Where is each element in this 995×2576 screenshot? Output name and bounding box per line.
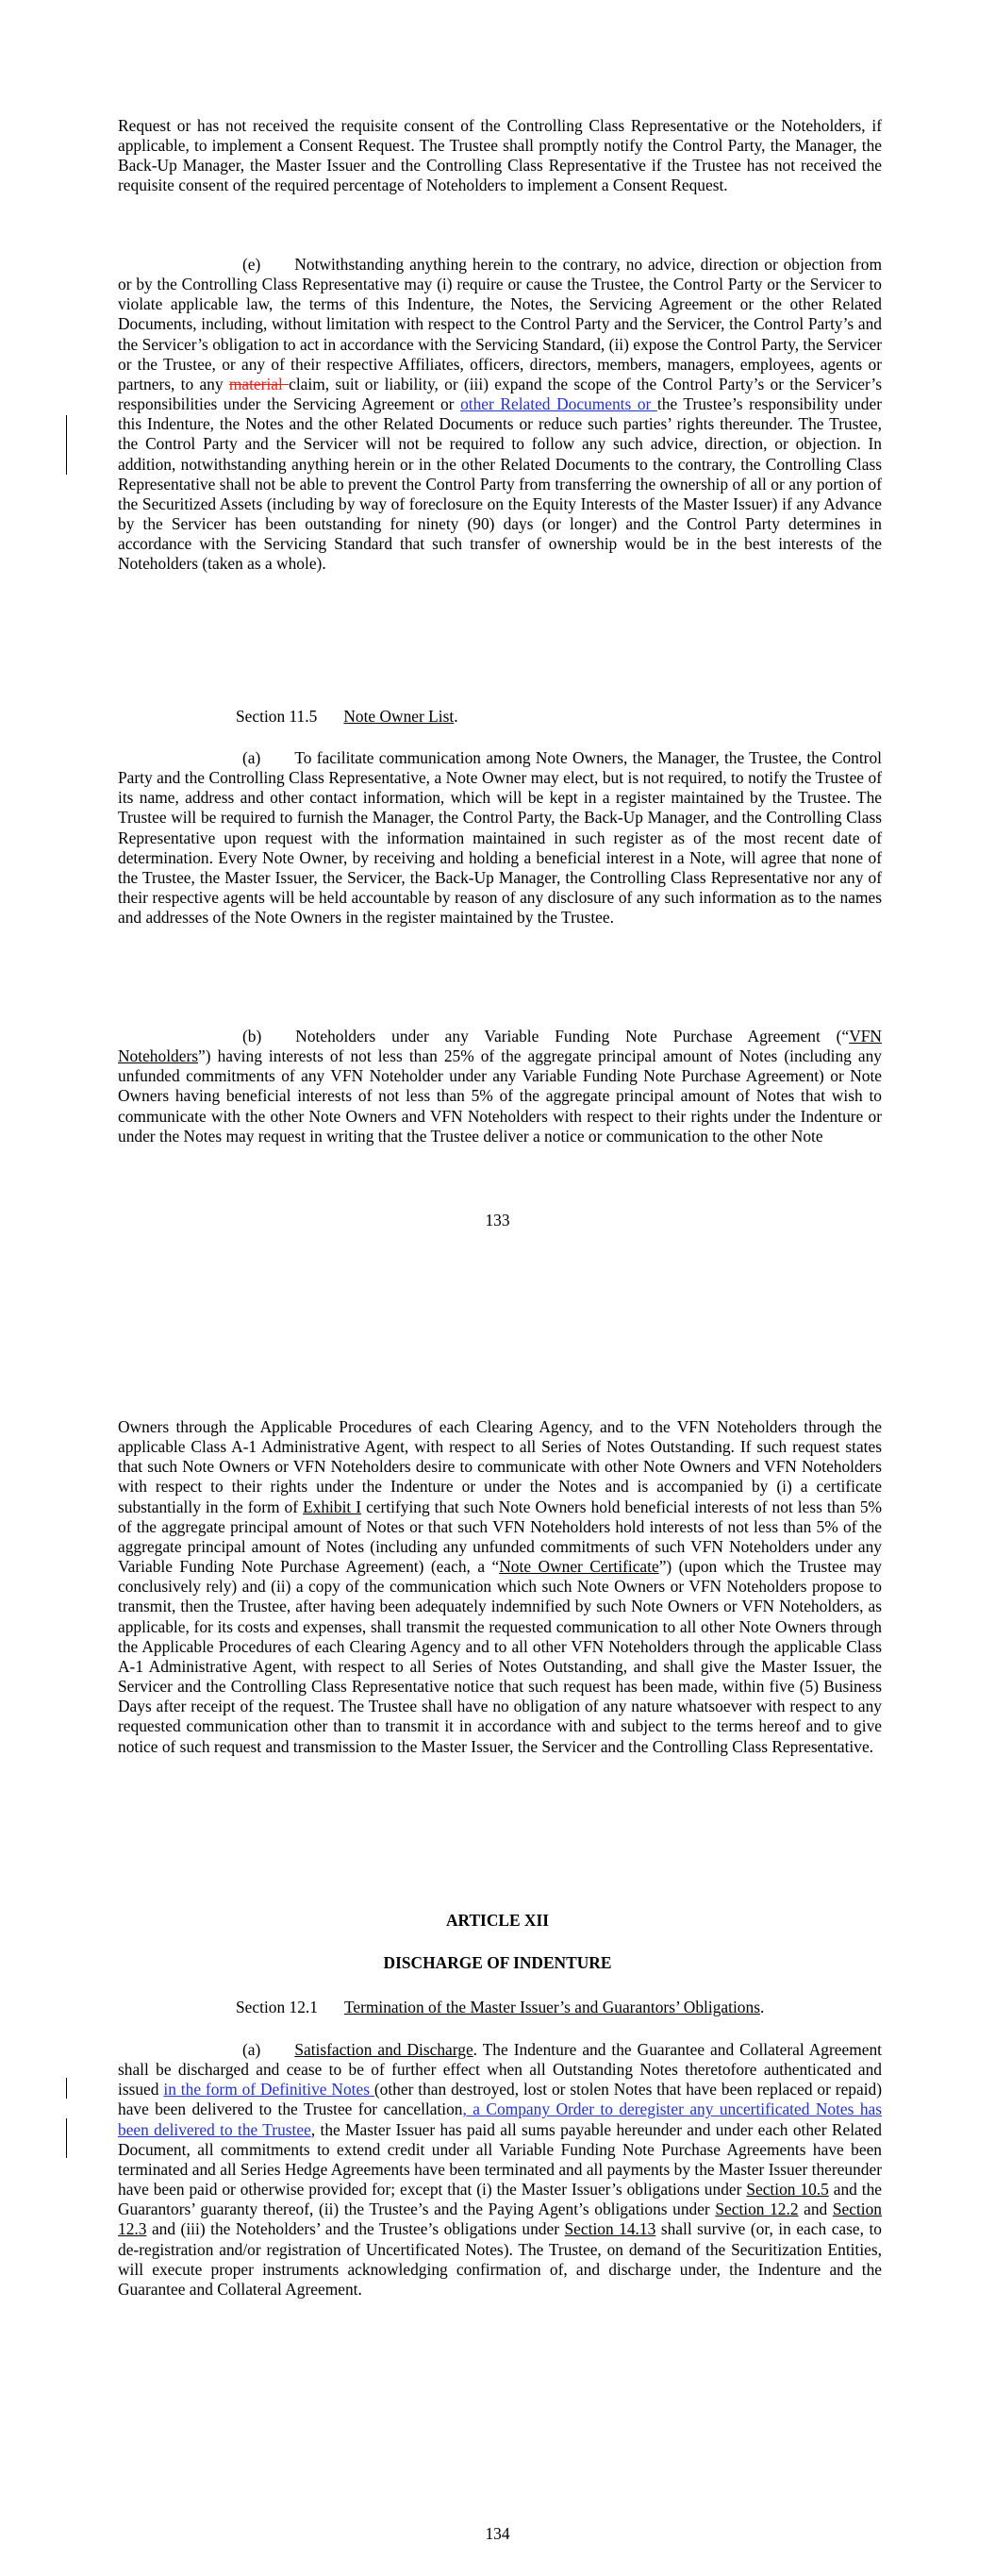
paragraph-consent-request: Request or has not received the requisite consent of the Controlling Class Representative or the Noteholders, if applicable, to implement a Consent Request. The Trustee shall promptly notify the Control Party, the Manager, the Back-Up Manager, the Master Issuer and the Controlling Class Representative if the Trustee has not received the requisite consent of the required percentage of Noteholders to implement a Consent Request. (118, 116, 882, 195)
change-bar (66, 2078, 67, 2099)
article-subtitle: DISCHARGE OF INDENTURE (383, 1953, 612, 1972)
paragraph-11-5-b-continued: Owners through the Applicable Procedures of each Clearing Agency, and to the VFN Noteholders through the applicable Class A-1 Administrative Agent, with respect to all Series of Notes Outstanding. If such request states that such Note Owners or VFN Noteholders desire to communicate with other Note Owners and VFN Noteholders with respect to their rights under the Indenture or under the Notes and is accompanied by (i) a certificate substantially in the form of Exhibit I certifying that such Note Owners hold beneficial interests of not less than 5% of the aggregate principal amount of Notes or that such VFN Noteholders hold interests of not less than 5% of the aggregate principal amount of Notes (including any unfunded commitments of such VFN Noteholders under any Variable Funding Note Purchase Agreement) (each, a “Note Owner Certificate”) (upon which the Trustee may conclusively rely) and (ii) a copy of the communication which such Note Owners or VFN Noteholders propose to transmit, then the Trustee, after having been adequately indemnified by such Note Owners or VFN Noteholders, as applicable, for its costs and expenses, shall transmit the requested communication to all other Note Owners through the Applicable Procedures of each Clearing Agency and to all other VFN Noteholders through the applicable Class A-1 Administrative Agent, with respect to all Series of Notes Outstanding, and shall give the Master Issuer, the Servicer and the Controlling Class Representative notice that such request has been made, within five (5) Business Days after receipt of the request. The Trustee shall have no obligation of any nature whatsoever with respect to any requested communication other than to transmit it in accordance with and subject to the terms hereof and to give notice of such request and transmission to the Master Issuer, the Servicer and the Controlling Class Representative. (118, 1417, 883, 1756)
inserted-text: , a Company Order to deregister any uncertificated Notes has been delivered to the Trustee (118, 2099, 882, 2139)
section-heading-11-5: Section 11.5 Note Owner List. (236, 707, 458, 726)
subheading: Satisfaction and Discharge (294, 2040, 473, 2059)
deleted-text: material (228, 374, 290, 393)
paragraph-label: (a) (242, 748, 261, 767)
defined-term: VFN Noteholders (118, 1027, 882, 1066)
defined-term: Note Owner Certificate (499, 1557, 659, 1577)
section-reference: Section 12.2 (715, 2200, 799, 2219)
section-title: Termination of the Master Issuer’s and Guarantors’ Obligations (343, 1998, 760, 2016)
change-bar (66, 415, 67, 475)
section-title: Note Owner List (343, 707, 455, 726)
section-reference: Section 14.13 (564, 2219, 656, 2239)
paragraph-11-5-b: (b) Noteholders under any Variable Funding Note Purchase Agreement (“VFN Noteholders”) having interests of not less than 25% of the aggregate principal amount of Notes (including any unfunded commitments of any VFN Noteholder under any Variable Funding Note Purchase Agreement) or Note Owners having beneficial interests of not less than 5% of the aggregate principal amount of Notes that wish to communicate with the other Note Owners and VFN Noteholders with respect to their rights under the Indenture or under the Notes may request in writing that the Trustee deliver a notice or communication to the other Note (118, 1027, 882, 1146)
page-134 (0, 1269, 995, 2576)
paragraph-11-4-e: (e) Notwithstanding anything herein to the contrary, no advice, direction or objection from or by the Controlling Class Representative may (i) require or cause the Trustee, the Control Party or the Servicer to violate applicable law, the terms of this Indenture, the Notes, the Servicing Agreement or the other Related Documents, including, without limitation with respect to the Control Party and the Servicer, the Control Party’s and the Servicer’s obligation to act in accordance with the Servicing Standard, (ii) expose the Control Party, the Servicer or the Trustee, or any of their respective Affiliates, officers, directors, members, managers, employees, agents or partners, to any material claim, suit or liability, or (iii) expand the scope of the Control Party’s or the Servicer’s responsibilities under the Servicing Agreement or other Related Documents or the Trustee’s responsibility under this Indenture, the Notes and the other Related Documents or reduce such parties’ rights thereunder. The Trustee, the Control Party and the Servicer will not be required to follow any such advice, direction, or objection. In addition, notwithstanding anything herein or in the other Related Documents to the contrary, the Controlling Class Representative shall not be able to prevent the Control Party from transferring the ownership of all or any portion of the Securitized Assets (including by way of foreclosure on the Equity Interests of the Master Issuer) if any Advance by the Servicer has been outstanding for ninety (90) days (or longer) and the Control Party determines in accordance with the Servicing Standard that such transfer of ownership would be in the best interests of the Noteholders (taken as a whole). (118, 255, 883, 574)
inserted-text: in the form of Definitive Notes (163, 2080, 374, 2099)
section-heading-12-1: Section 12.1 Termination of the Master Issuer’s and Guarantors’ Obligations. (236, 1998, 765, 2016)
paragraph-label: (e) (242, 255, 261, 274)
article-title: ARTICLE XII (445, 1911, 550, 1930)
change-bar (66, 2118, 67, 2158)
page-number: 133 (485, 1211, 510, 1229)
section-reference: Section 12.3 (118, 2200, 882, 2239)
page-133 (0, 0, 995, 1269)
paragraph-label: (a) (242, 2040, 261, 2059)
paragraph-12-1-a: (a) Satisfaction and Discharge. The Indenture and the Guarantee and Collateral Agreement shall be discharged and cease to be of further effect when all Outstanding Notes theretofore authenticated and issued in the form of Definitive Notes (other than destroyed, lost or stolen Notes that have been replaced or repaid) have been delivered to the Trustee for cancellation, a Company Order to deregister any uncertificated Notes has been delivered to the Trustee, the Master Issuer has paid all sums payable hereunder and under each other Related Document, all commitments to extend credit under all Variable Funding Note Purchase Agreements have been terminated and all Series Hedge Agreements have been terminated and all payments by the Master Issuer thereunder have been paid or otherwise provided for; except that (i) the Master Issuer’s obligations under Section 10.5 and the Guarantors’ guaranty thereof, (ii) the Trustee’s and the Paying Agent’s obligations under Section 12.2 and Section 12.3 and (iii) the Noteholders’ and the Trustee’s obligations under Section 14.13 shall survive (or, in each case, to de-registration and/or registration of Uncertificated Notes). The Trustee, on demand of the Securitization Entities, will execute proper instruments acknowledging confirmation of, and discharge under, the Indenture and the Guarantee and Collateral Agreement. (118, 2040, 883, 2299)
paragraph-11-5-a: (a) To facilitate communication among Note Owners, the Manager, the Trustee, the Control Party and the Controlling Class Representative, a Note Owner may elect, but is not required, to notify the Trustee of its name, address and other contact information, which will be kept in a register maintained by the Trustee. The Trustee will be required to furnish the Manager, the Control Party, the Back-Up Manager, and the Controlling Class Representative upon request with the information maintained in such register as of the most recent date of determination. Every Note Owner, by receiving and holding a beneficial interest in a Note, will agree that none of the Trustee, the Master Issuer, the Servicer, the Back-Up Manager, the Controlling Class Representative nor any of their respective agents will be held accountable by reason of any disclosure of any such information as to the names and addresses of the Note Owners in the register maintained by the Trustee. (118, 748, 882, 928)
exhibit-reference: Exhibit I (303, 1497, 362, 1516)
paragraph-label: (b) (242, 1027, 262, 1045)
page-number: 134 (485, 2524, 510, 2543)
section-reference: Section 10.5 (746, 2180, 829, 2200)
inserted-text: other Related Documents or (460, 394, 657, 414)
